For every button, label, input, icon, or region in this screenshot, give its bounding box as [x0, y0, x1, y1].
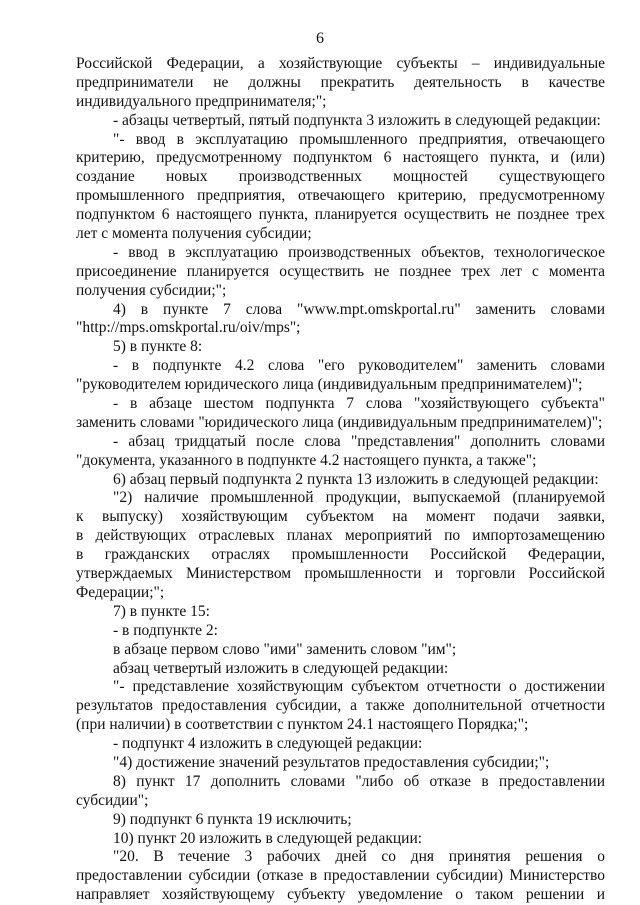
text-line: 6) абзац первый подпункта 2 пункта 13 изложить в следующей редакции: [113, 470, 599, 488]
text-line: "http://mps.omskportal.ru/oiv/mps"; [76, 319, 301, 337]
text-line: в абзаце первом слово "ими" заменить словом "им"; [113, 640, 457, 658]
text-line: "4) достижение значений результатов предоставления субсидии;"; [113, 753, 550, 771]
page-number: 6 [316, 30, 324, 47]
text-line: в гражданских отраслях промышленности Российской Федерации, [76, 546, 605, 564]
text-line: (при наличии) в соответствии с пунктом 24.1 настоящего Порядка;"; [76, 716, 529, 734]
text-line: промышленного предприятия, отвечающего критерию, предусмотренному [76, 187, 605, 205]
text-line: результатов предоставления субсидии, а также дополнительной отчетности [76, 697, 605, 715]
text-line: предоставлении субсидии (отказе в предоставлении субсидии) Министерство [76, 867, 605, 885]
text-line: 7) в пункте 15: [113, 602, 210, 620]
text-line: создание новых производственных мощностей существующего [76, 168, 605, 186]
text-line: заменить словами "юридического лица (индивидуальным предпринимателем)"; [76, 413, 603, 431]
text-line: критерию, предусмотренному подпунктом 6 настоящего пункта, и (или) [76, 149, 605, 167]
text-line: - абзац тридцатый после слова "представления" дополнить словами [113, 432, 605, 450]
text-line: "- представление хозяйствующим субъектом отчетности о достижении [113, 678, 605, 696]
text-line: - подпункт 4 изложить в следующей редакции: [113, 735, 423, 753]
text-line: "2) наличие промышленной продукции, выпускаемой (планируемой [113, 489, 605, 507]
text-line: 4) в пункте 7 слова "www.mpt.omskportal.ru" заменить словами [113, 300, 605, 318]
text-line: - ввод в эксплуатацию производственных объектов, технологическое [113, 243, 605, 261]
text-line: "- ввод в эксплуатацию промышленного предприятия, отвечающего [113, 130, 605, 148]
text-line: к выпуску) хозяйствующим субъектом на момент подачи заявки, [76, 508, 605, 526]
text-line: субсидии"; [76, 791, 149, 809]
text-line: лет с момента получения субсидии; [76, 225, 312, 243]
text-line: 5) в пункте 8: [113, 338, 203, 356]
text-line: 10) пункт 20 изложить в следующей редакции: [113, 829, 423, 847]
text-line: присоединение планируется осуществить не позднее трех лет с момента [76, 262, 605, 280]
document-body [76, 55, 605, 905]
text-line: - абзацы четвертый, пятый подпункта 3 изложить в следующей редакции: [113, 111, 601, 129]
text-line: "руководителем юридического лица (индивидуальным предпринимателем)"; [76, 376, 583, 394]
text-line: Российской Федерации, а хозяйствующие субъекты – индивидуальные [76, 55, 605, 72]
text-line: 8) пункт 17 дополнить словами "либо об отказе в предоставлении [113, 772, 605, 790]
text-line: - в абзаце шестом подпункта 7 слова "хозяйствующего субъекта" [113, 395, 605, 413]
text-line: абзац четвертый изложить в следующей редакции: [113, 659, 449, 677]
text-line: предприниматели не должны прекратить деятельность в качестве [76, 73, 605, 91]
text-line: утверждаемых Министерством промышленности и торговли Российской [76, 565, 605, 583]
text-line: - в подпункте 2: [113, 621, 218, 639]
text-line: направляет хозяйствующему субъекту уведомление о таком решении и [76, 886, 605, 904]
text-line: 9) подпункт 6 пункта 19 исключить; [113, 810, 352, 828]
text-line: "20. В течение 3 рабочих дней со дня принятия решения о [113, 848, 605, 866]
text-line: получения субсидии;"; [76, 281, 227, 299]
text-line: Федерации;"; [76, 583, 165, 601]
text-line: - в подпункте 4.2 слова "его руководителем" заменить словами [113, 357, 605, 375]
text-line: "документа, указанного в подпункте 4.2 настоящего пункта, а также"; [76, 451, 537, 469]
text-line: в действующих отраслевых планах мероприятий по импортозамещению [76, 527, 605, 545]
text-line: индивидуального предпринимателя;"; [76, 92, 327, 110]
text-line: подпунктом 6 настоящего пункта, планируется осуществить не позднее трех [76, 206, 605, 224]
